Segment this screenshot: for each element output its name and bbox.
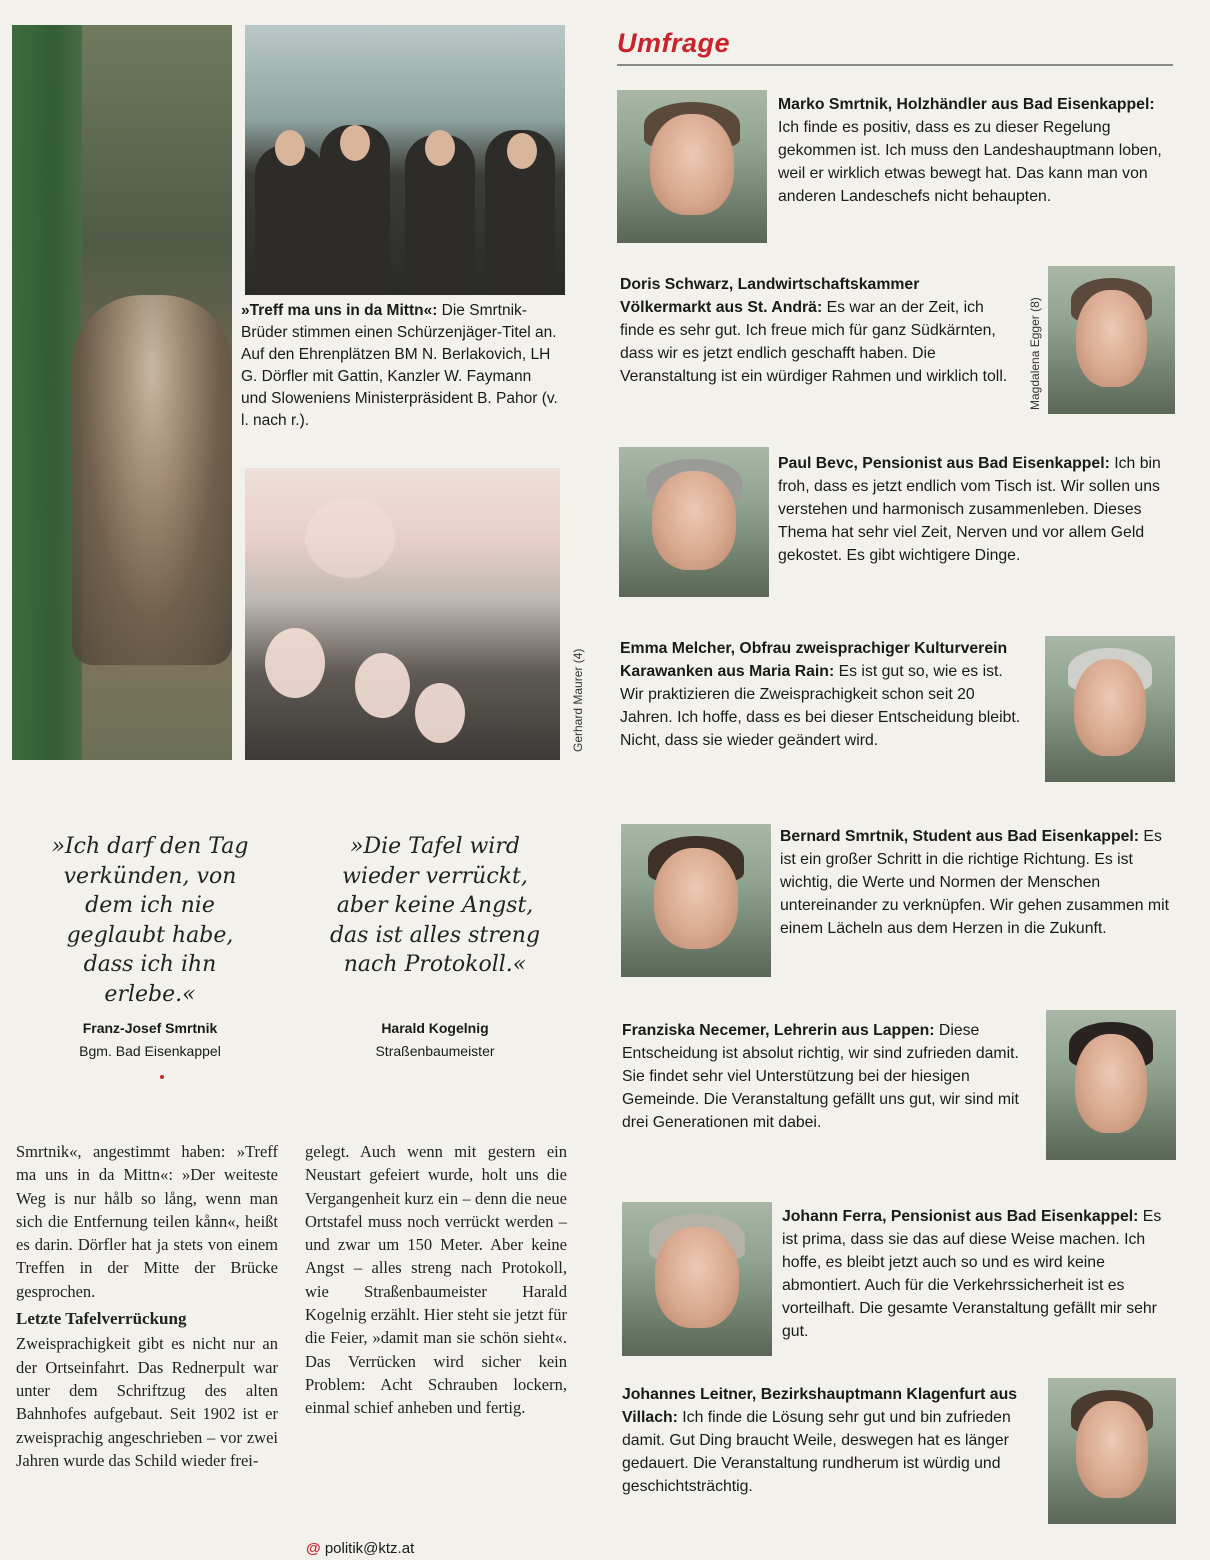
applauding-guests-photo (245, 468, 560, 760)
survey-entry-7 (782, 1205, 1175, 1343)
quote-kogelnig: »Die Tafel wird wieder verrückt, aber keine Angst, das ist alles streng nach Protokoll.« (329, 834, 541, 977)
portrait-johannes-leitner (1048, 1378, 1176, 1524)
article-subheading: Letzte Tafelverrückung (16, 1309, 187, 1329)
article-column-1 (16, 1140, 278, 1472)
email-address[interactable]: politik@ktz.at (324, 1540, 415, 1557)
entry-text: Es ist prima, dass sie das auf diese Weise machen. Ich hoffe, es bleibt jetzt auch so und es wird keine abmontiert. Auch für die Verkehrssicherheit ist es vorteilhaft. Die gesamte Veranstaltung gefällt mir sehr gut. (782, 1208, 1162, 1340)
entry-text: Diese Entscheidung ist absolut richtig, wir sind zufrieden damit. Sie findet sehr viel Unterstützung bei der hiesigen Gemeinde. Die Veranstaltung gefällt uns gut, wir sind mit drei Generationen mit dabei. (622, 1022, 1019, 1131)
entry-text: Ich finde es positiv, dass es zu dieser Regelung gekommen ist. Ich muss den Landeshauptmann loben, weil er wirklich etwas bewegt hat. Das kann man von anderen Landeschefs nicht behaupten. (778, 119, 1162, 205)
survey-entry-2 (620, 273, 1015, 388)
caption-lead: »Treff ma uns in da Mittn«: (241, 302, 438, 319)
section-title: Umfrage (617, 28, 731, 58)
at-icon: @ (306, 1540, 321, 1557)
portrait-marko-smrtnik (617, 90, 767, 243)
quote-kogelnig-role: Straßenbaumeister (375, 1043, 495, 1059)
portrait-doris-schwarz (1048, 266, 1175, 414)
survey-entry-1 (778, 93, 1173, 208)
photo-credit-maurer: Gerhard Maurer (4) (571, 648, 585, 752)
entry-name: Emma Melcher, Obfrau zweisprachiger Kulturverein Karawanken aus Maria Rain: (620, 640, 1008, 680)
article-paragraph: Smrtnik«, angestimmt haben: »Treff ma uns in da Mittn«: »Der weiteste Weg is nur hålb so lång, wenn man sich die Entfernung teilen kånn«, heißt es darin. Dörfler hat ja stets von einem Treffen in der Mitte der Brücke gesprochen. (16, 1142, 278, 1301)
quote-smrtnik: »Ich darf den Tag verkünden, von dem ich nie geglaubt habe, dass ich ihn erlebe.« (51, 834, 249, 1007)
survey-entry-8 (622, 1383, 1037, 1498)
entry-text: Ich finde die Lösung sehr gut und bin zufrieden damit. Gut Ding braucht Weile, deswegen hat es länger gedauert. Die Veranstaltung rundherum ist würdig und geschichtsträchtig. (622, 1409, 1011, 1495)
quote-smrtnik-name: Franz-Josef Smrtnik (82, 1020, 218, 1036)
entry-text: Es ist ein großer Schritt in die richtige Richtung. Es ist wichtig, die Werte und Normen der Menschen untereinander zu verknüpfen. Wir gehen zusammen mit einem Lächeln aus dem Herzen in die Zukunft. (780, 828, 1169, 937)
photo-caption (241, 300, 561, 432)
survey-entry-5 (780, 825, 1175, 940)
portrait-franziska-necemer (1046, 1010, 1176, 1160)
contact-email[interactable] (306, 1540, 414, 1557)
survey-entry-6 (622, 1019, 1032, 1134)
entry-name: Doris Schwarz, Landwirtschaftskammer Völkermarkt aus St. Andrä: (620, 276, 920, 316)
portrait-johann-ferra (622, 1202, 772, 1356)
entry-name: Johannes Leitner, Bezirkshauptmann Klagenfurt aus Villach: (622, 1386, 1018, 1426)
article-paragraph: Zweisprachigkeit gibt es nicht nur an der Ortseinfahrt. Das Rednerpult war unter dem Schriftzug des alten Bahnhofes aufgebaut. Seit 1902 ist er zweisprachig angeschrieben – vor zwei Jahren wurde das Schild wieder frei- (16, 1334, 278, 1470)
entry-text: Es war an der Zeit, ich finde es sehr gut. Ich freue mich für ganz Südkärnten, dass wir es jetzt endlich geschafft haben. Die Veranstaltung ist ein würdiger Rahmen und wirklich toll. (620, 299, 1008, 385)
entry-name: Franziska Necemer, Lehrerin aus Lappen: (622, 1022, 935, 1039)
smrtnik-brothers-photo (245, 25, 565, 295)
quote-smrtnik-role: Bgm. Bad Eisenkappel (79, 1043, 221, 1059)
entry-name: Bernard Smrtnik, Student aus Bad Eisenkappel: (780, 828, 1140, 845)
section-divider (617, 64, 1173, 66)
ceremony-crowd-photo (12, 25, 232, 760)
caption-text: Die Smrtnik-Brüder stimmen einen Schürzenjäger-Titel an. Auf den Ehrenplätzen BM N. Berlakovich, LH G. Dörfler mit Gattin, Kanzler W. Faymann und Sloweniens Ministerpräsident B. Pahor (v. l. nach r.). (241, 302, 558, 429)
decorative-dot (160, 1075, 164, 1079)
portrait-emma-melcher (1045, 636, 1175, 782)
entry-name: Paul Bevc, Pensionist aus Bad Eisenkappel: (778, 455, 1110, 472)
survey-entry-4 (620, 637, 1030, 752)
portrait-paul-bevc (619, 447, 769, 597)
entry-name: Johann Ferra, Pensionist aus Bad Eisenkappel: (782, 1208, 1139, 1225)
entry-name: Marko Smrtnik, Holzhändler aus Bad Eisenkappel: (778, 96, 1155, 113)
quote-kogelnig-name: Harald Kogelnig (381, 1020, 489, 1036)
article-paragraph: gelegt. Auch wenn mit gestern ein Neustart gefeiert wurde, holt uns die Vergangenheit kurz ein – denn die neue Ortstafel muss noch verrückt werden – und zwar um 150 Meter. Aber keine Angst – alles streng nach Protokoll, wie Straßenbaumeister Harald Kogelnig erzählt. Hier steht sie jetzt für die Feier, »damit man sie schön sieht«. Das Verrücken wird sicher kein Problem: Acht Schrauben lockern, einmal schief anheben und fertig. (305, 1142, 567, 1418)
entry-text: Ich bin froh, dass es jetzt endlich vom Tisch ist. Wir sollen uns verstehen und harmonisch zusammenleben. Dieses Thema hat sehr viel Zeit, Nerven und vor allem Geld gekostet. Es gibt wichtigere Dinge. (778, 455, 1161, 564)
portrait-bernard-smrtnik (621, 824, 771, 977)
article-column-2 (305, 1140, 567, 1420)
photo-credit-egger: Magdalena Egger (8) (1028, 297, 1042, 410)
entry-text: Es ist gut so, wie es ist. Wir praktizieren die Zweisprachigkeit schon seit 20 Jahren. Ich hoffe, dass es bei dieser Entscheidung bleibt. Nicht, dass sie wieder geändert wird. (620, 663, 1021, 749)
survey-entry-3 (778, 452, 1173, 567)
